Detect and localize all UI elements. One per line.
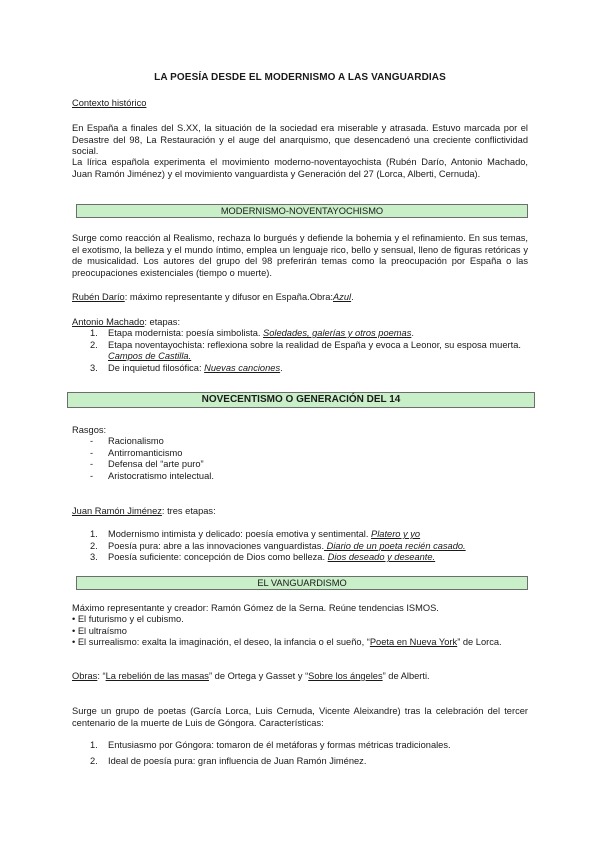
list-number: 2. [90, 540, 98, 551]
list-text: Antirromanticismo [108, 447, 183, 458]
author-name-ruben: Rubén Darío [72, 292, 125, 302]
work-title: Diario de un poeta recién casado. [324, 540, 466, 551]
list-number: 1. [90, 328, 98, 338]
list-number: 2. [90, 339, 98, 350]
work-title: Nuevas canciones [204, 362, 281, 373]
work-title: Soledades, galerías y otros poemas [263, 328, 412, 338]
ruben-dario-line [72, 292, 528, 304]
modernismo-paragraph: Surge como reacción al Realismo, rechaza lo burgués y defiende la bohemia y el refinamiento. En sus temas, el exotismo, la belleza y el mundo íntimo, emplea un lenguaje rico, bello y sensual, lleno de figuras retóricas y de musicalidad. Los autores del grupo del 98 preferirán temas como la preocupación por España o las preocupaciones existenciales (tiempo o muerte). [72, 233, 528, 278]
context-paragraph-1: En España a finales del S.XX, la situación de la sociedad era miserable y atrasada. Estuvo marcada por el Desastre del 98, La Restauración y el auge del anarquismo, que desencadenó una creciente conflictividad social. [72, 123, 528, 157]
list-text: El surrealismo: exalta la imaginación, el deseo, la infancia o el sueño, “ [75, 637, 370, 648]
list-item [72, 459, 528, 471]
work-title: Platero y yo [371, 529, 421, 539]
list-text: Etapa noventayochista: reflexiona sobre la realidad de España y evoca a Leonor, su esposa muerta. [108, 339, 521, 350]
machado-stages-list [72, 328, 528, 374]
dash-marker: - [90, 436, 94, 446]
list-number: 2. [90, 755, 98, 766]
list-text: Ideal de poesía pura: gran influencia de Juan Ramón Jiménez. [108, 755, 367, 766]
list-item [72, 614, 528, 626]
machado-intro [72, 317, 528, 329]
section-band-novecentismo: NOVECENTISMO O GENERACIÓN DEL 14 [67, 392, 535, 408]
list-item [72, 340, 528, 363]
page-title: LA POESÍA DESDE EL MODERNISMO A LAS VANGUARDIAS [154, 72, 446, 83]
obras-label: Obras [72, 671, 98, 681]
list-text: Racionalismo [108, 436, 164, 446]
list-item [72, 328, 528, 340]
jrj-intro-text: : tres etapas: [161, 506, 216, 516]
context-paragraph-2: La lírica española experimenta el movimiento moderno-noventayochista (Rubén Darío, Antonio Machado, Juan Ramón Jiménez) y el movimiento vanguardista y Generación del 27 (Lorca, Alberti, Cernuda). [72, 157, 528, 179]
jrj-intro [72, 506, 528, 518]
rasgos-list [72, 436, 528, 482]
obras-end: ” de Alberti. [382, 671, 430, 681]
ruben-end: . [351, 292, 354, 302]
list-number: 3. [90, 362, 98, 373]
work-title: La rebelión de las masas [105, 671, 209, 681]
bullet-marker: • [72, 614, 76, 624]
list-text: Modernismo intimista y delicado: poesía emotiva y sentimental. [108, 529, 372, 539]
gen27-list [72, 740, 528, 767]
work-title: Dios deseado y deseante. [327, 552, 436, 563]
list-item [72, 363, 528, 375]
obras-mid: ” de Ortega y Gasset y “ [208, 671, 309, 681]
list-text: El futurismo y el cubismo. [75, 614, 184, 624]
bullet-marker: • [72, 625, 76, 636]
obras-line [72, 671, 528, 683]
section-band-vanguardismo: EL VANGUARDISMO [76, 576, 528, 590]
work-title: Campos de Castilla. [108, 351, 192, 362]
list-end: . [411, 328, 414, 338]
list-item [72, 541, 528, 553]
list-text: Aristocratismo intelectual. [108, 470, 214, 481]
list-end: . [280, 362, 283, 373]
work-title-azul: Azul [332, 292, 352, 302]
context-heading: Contexto histórico [72, 98, 147, 108]
list-item [72, 740, 528, 752]
ruben-text: : máximo representante y difusor en España.Obra: [124, 292, 333, 302]
work-title: Poeta en Nueva York [369, 637, 458, 648]
list-text: El ultraísmo [75, 625, 127, 636]
author-name-machado: Antonio Machado [72, 317, 145, 327]
list-text: Defensa del “arte puro” [108, 459, 204, 470]
obras-sep: : “ [97, 671, 106, 681]
list-text: Entusiasmo por Góngora: tomaron de él metáforas y formas métricas tradicionales. [108, 740, 451, 750]
list-item [72, 448, 528, 460]
jrj-stages-list [72, 529, 528, 564]
list-item [72, 436, 528, 448]
list-item [72, 552, 528, 564]
list-item [72, 756, 528, 768]
author-name-jrj: Juan Ramón Jiménez [72, 506, 162, 516]
bullet-marker: • [72, 637, 76, 648]
work-title: Sobre los ángeles [308, 671, 383, 681]
rasgos-label: Rasgos: [72, 425, 107, 435]
vanguardismo-list [72, 614, 528, 649]
dash-marker: - [90, 470, 94, 481]
list-end: ” de Lorca. [457, 637, 502, 648]
section-band-modernismo: MODERNISMO-NOVENTAYOCHISMO [76, 204, 528, 218]
list-item [72, 529, 528, 541]
list-item [72, 626, 528, 638]
list-number: 1. [90, 529, 98, 539]
list-text: De inquietud filosófica: [108, 362, 205, 373]
list-text: Etapa modernista: poesía simbolista. [108, 328, 264, 338]
list-item [72, 471, 528, 483]
list-text: Poesía suficiente: concepción de Dios como belleza. [108, 552, 328, 563]
dash-marker: - [90, 459, 94, 470]
dash-marker: - [90, 447, 94, 458]
list-number: 1. [90, 740, 98, 750]
gen27-paragraph: Surge un grupo de poetas (García Lorca, Luis Cernuda, Vicente Aleixandre) tras la celebración del tercer centenario de la muerte de Luis de Góngora. Características: [72, 706, 528, 728]
vanguardismo-intro: Máximo representante y creador: Ramón Gómez de la Serna. Reúne tendencias ISMOS. [72, 603, 439, 613]
list-text: Poesía pura: abre a las innovaciones vanguardistas. [108, 540, 325, 551]
list-item [72, 637, 528, 649]
list-number: 3. [90, 552, 98, 563]
machado-intro-text: : etapas: [144, 317, 181, 327]
